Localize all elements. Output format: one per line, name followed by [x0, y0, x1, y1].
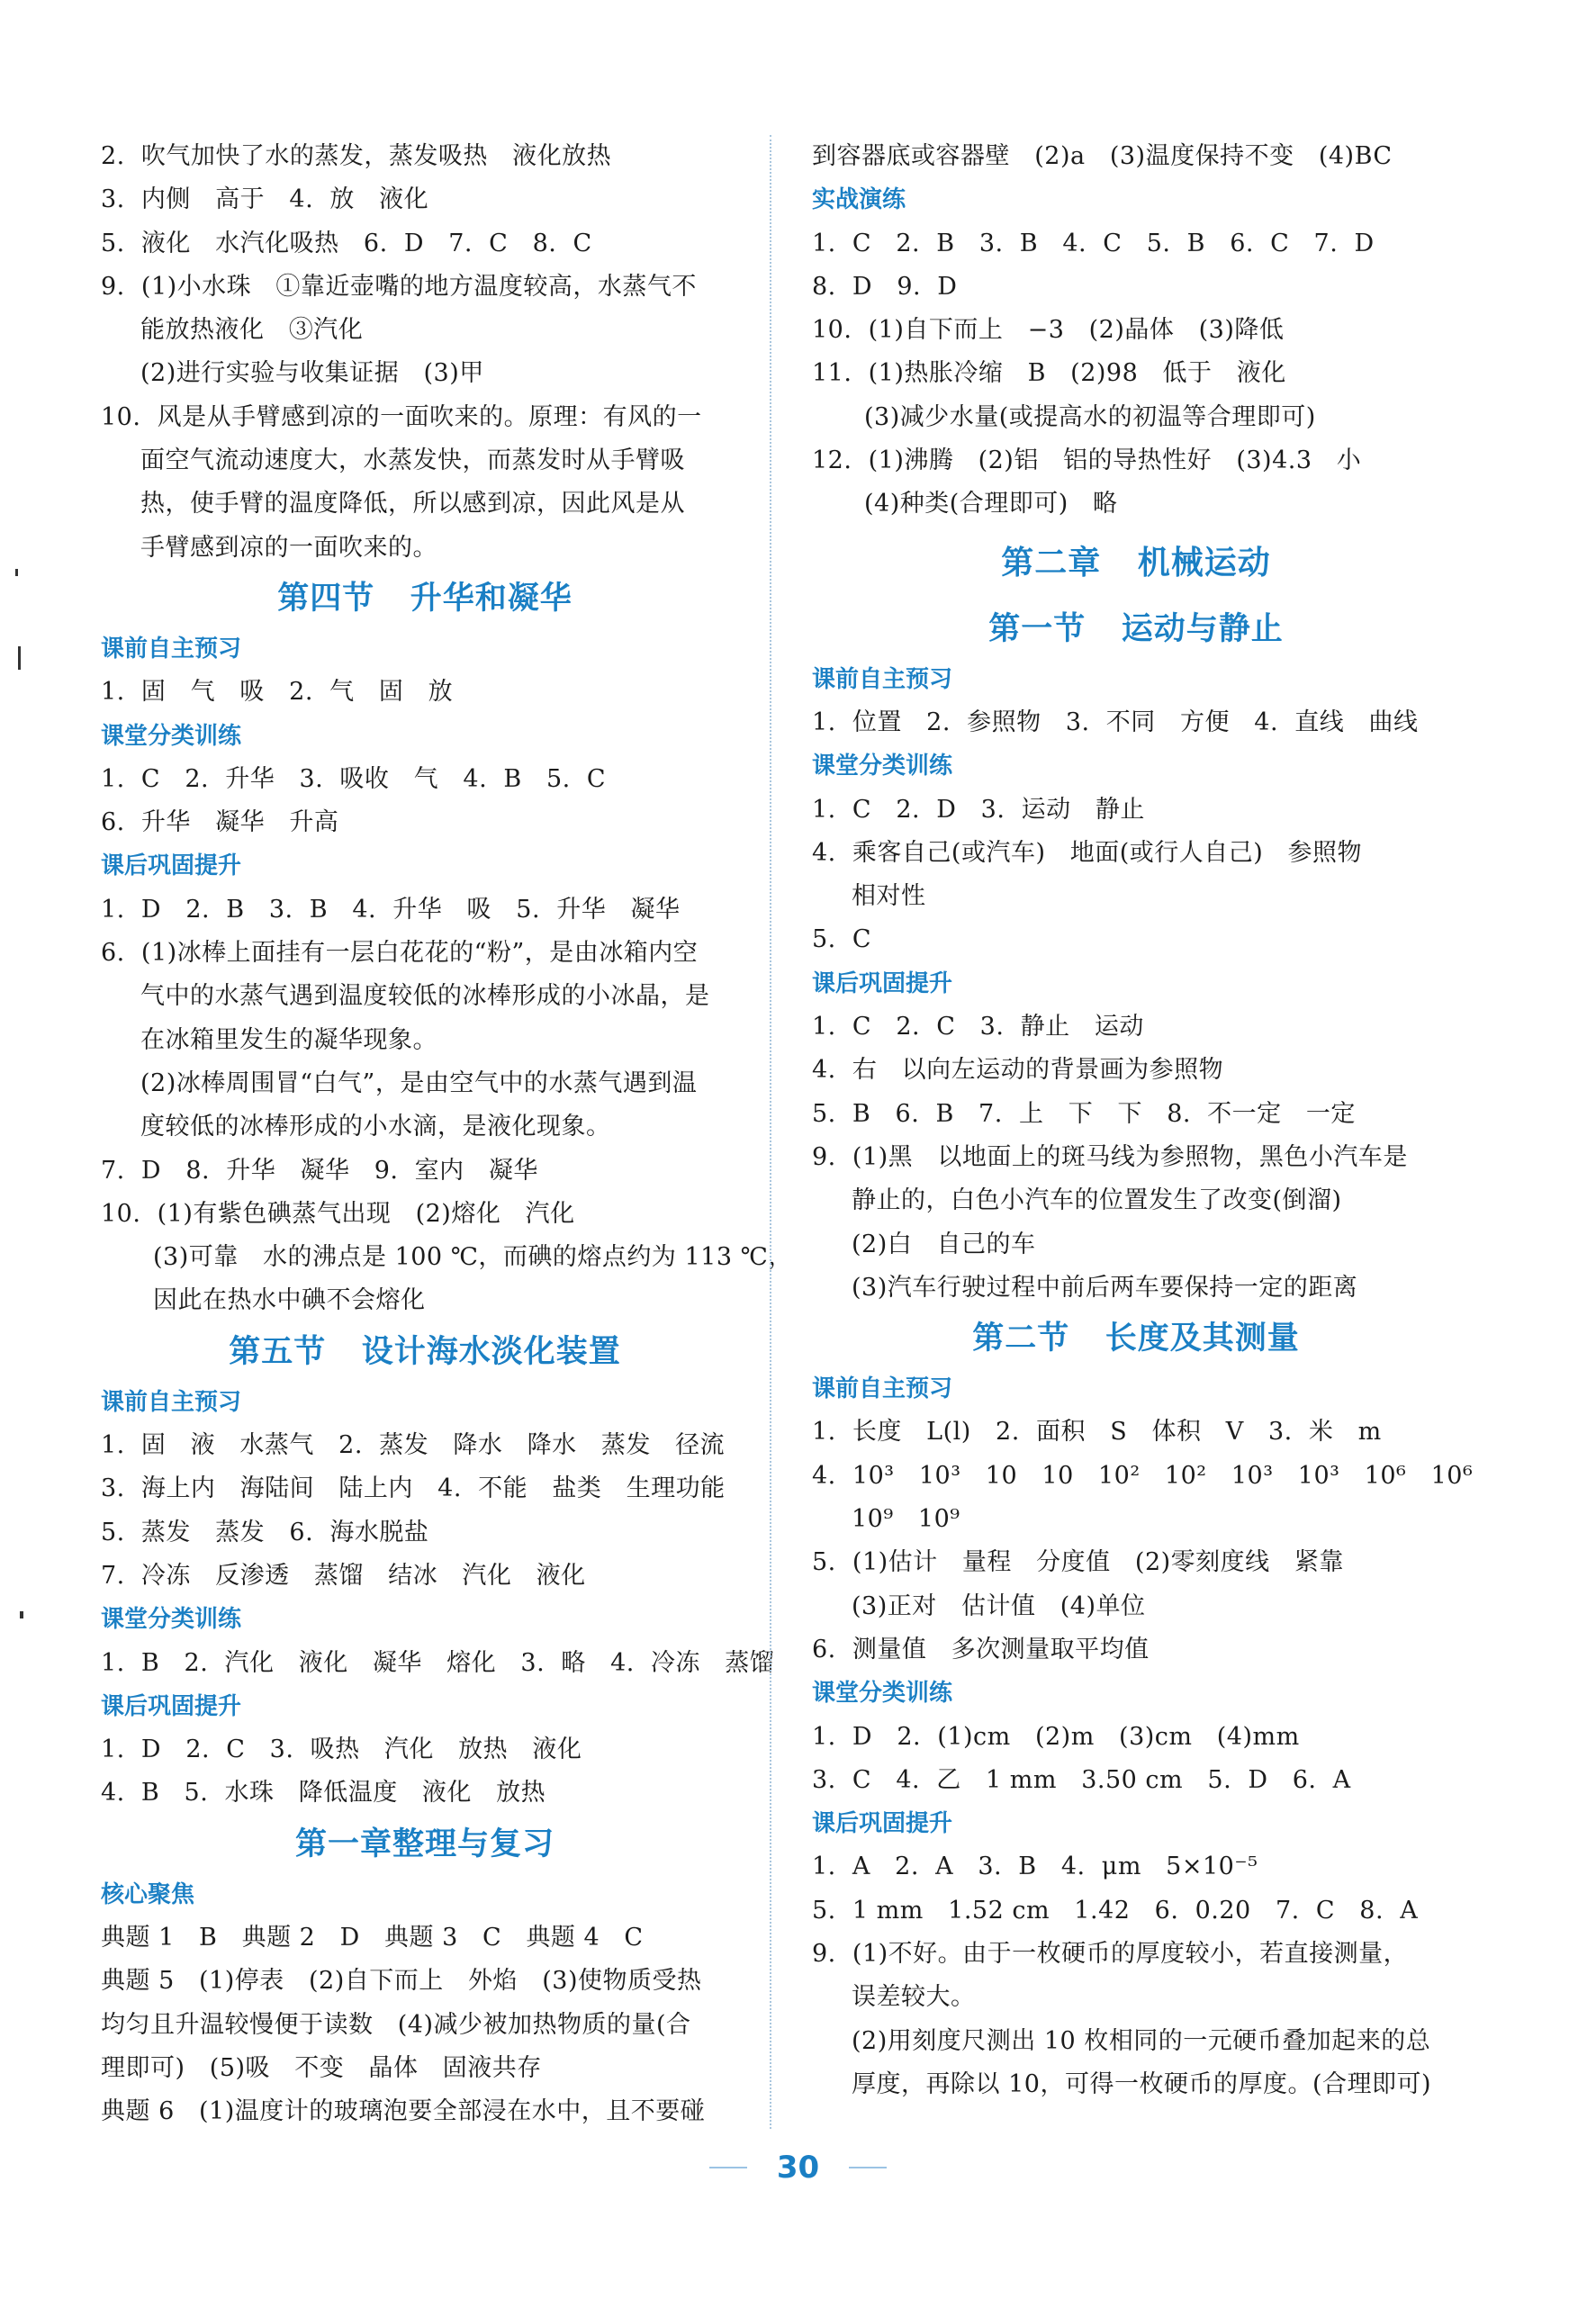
- answer-line: (2)用刻度尺测出 10 枚相同的一元硬币叠加起来的总: [852, 2026, 1431, 2055]
- answer-line: 11. (1)热胀冷缩 B (2)98 低于 液化: [812, 359, 1286, 388]
- answer-line: 5. B 6. B 7. 上 下 下 8. 不一定 一定: [812, 1099, 1356, 1128]
- answer-line: 1. C 2. D 3. 运动 静止: [812, 795, 1145, 824]
- answer-line: 6. 测量值 多次测量取平均值: [812, 1635, 1150, 1663]
- answer-line: 典题 5 (1)停表 (2)自下而上 外焰 (3)使物质受热: [101, 1967, 702, 1996]
- answer-line: 10⁹ 10⁹: [852, 1505, 960, 1534]
- answer-line: (4)种类(合理即可) 略: [864, 490, 1118, 518]
- subsection-heading: 课前自主预习: [812, 665, 953, 693]
- footer-dash-left: [709, 2167, 747, 2168]
- scan-mark: [18, 646, 21, 670]
- answer-line: 5. C: [812, 925, 872, 954]
- answer-line: 7. 冷冻 反渗透 蒸馏 结冰 汽化 液化: [101, 1561, 586, 1590]
- answer-line: 度较低的冰棒形成的小水滴，是液化现象。: [140, 1113, 611, 1141]
- answer-line: 1. 固 气 吸 2. 气 固 放: [101, 678, 454, 707]
- column-divider: [770, 135, 771, 2129]
- subsection-heading: 实战演练: [812, 186, 906, 214]
- answer-line: 8. D 9. D: [812, 272, 958, 301]
- answer-line: (2)白 自己的车: [852, 1230, 1036, 1258]
- page-number: 30: [776, 2150, 820, 2186]
- answer-line: (3)减少水量(或提高水的初温等合理即可): [864, 402, 1316, 431]
- answer-line: 1. 固 液 水蒸气 2. 蒸发 降水 降水 蒸发 径流: [101, 1431, 726, 1460]
- answer-line: 10. 风是从手臂感到凉的一面吹来的。原理：有风的一: [101, 402, 702, 431]
- answer-line: 3. 海上内 海陆间 陆上内 4. 不能 盐类 生理功能: [101, 1474, 726, 1503]
- answer-line: 典题 6 (1)温度计的玻璃泡要全部浸在水中，且不要碰: [101, 2097, 706, 2126]
- subsection-heading: 核心聚焦: [101, 1880, 195, 1908]
- answer-line: 9. (1)不好。由于一枚硬币的厚度较小，若直接测量，: [812, 1939, 1409, 1968]
- answer-line: 在冰箱里发生的凝华现象。: [140, 1025, 437, 1054]
- answer-line: 5. (1)估计 量程 分度值 (2)零刻度线 紧靠: [812, 1548, 1344, 1577]
- answer-line: 均匀且升温较慢便于读数 (4)减少被加热物质的量(合: [101, 2010, 691, 2039]
- answer-line: 10. (1)自下而上 −3 (2)晶体 (3)降低: [812, 316, 1285, 345]
- answer-line: 1. C 2. 升华 3. 吸收 气 4. B 5. C: [101, 764, 607, 793]
- answer-line: (3)汽车行驶过程中前后两车要保持一定的距离: [852, 1273, 1358, 1302]
- answer-line: 4. 乘客自己(或汽车) 地面(或行人自己) 参照物: [812, 838, 1363, 867]
- answer-line: 厚度，再除以 10，可得一枚硬币的厚度。(合理即可): [852, 2069, 1432, 2098]
- answer-line: 1. D 2. C 3. 吸热 汽化 放热 液化: [101, 1736, 582, 1764]
- answer-line: 6. (1)冰棒上面挂有一层白花花的“粉”，是由冰箱内空: [101, 939, 699, 968]
- answer-line: 1. 长度 L(l) 2. 面积 S 体积 V 3. 米 m: [812, 1418, 1382, 1447]
- answer-line: 5. 蒸发 蒸发 6. 海水脱盐: [101, 1518, 429, 1546]
- subsection-heading: 课前自主预习: [101, 635, 242, 663]
- answer-line: 因此在热水中碘不会熔化: [153, 1286, 426, 1315]
- answer-line: 1. C 2. B 3. B 4. C 5. B 6. C 7. D: [812, 229, 1375, 257]
- section-title: 第二节 长度及其测量: [972, 1321, 1300, 1357]
- answer-line: 5. 液化 水汽化吸热 6. D 7. C 8. C: [101, 229, 592, 257]
- answer-line: 到容器底或容器壁 (2)a (3)温度保持不变 (4)BC: [812, 142, 1393, 170]
- answer-line: 12. (1)沸腾 (2)铝 铝的导热性好 (3)4.3 小: [812, 446, 1362, 475]
- answer-line: 面空气流动速度大，水蒸发快，而蒸发时从手臂吸: [140, 446, 685, 475]
- answer-line: 1. B 2. 汽化 液化 凝华 熔化 3. 略 4. 冷冻 蒸馏: [101, 1648, 775, 1677]
- answer-line: 典题 1 B 典题 2 D 典题 3 C 典题 4 C: [101, 1923, 644, 1952]
- subsection-heading: 课后巩固提升: [812, 969, 953, 997]
- answer-line: 4. 右 以向左运动的背景画为参照物: [812, 1056, 1224, 1085]
- scan-mark: [20, 1611, 23, 1618]
- answer-line: 能放热液化 ③汽化: [140, 316, 364, 345]
- answer-line: 1. A 2. A 3. B 4. μm 5×10⁻⁵: [812, 1853, 1258, 1881]
- section-title: 第四节 升华和凝华: [277, 580, 573, 617]
- answer-line: 静止的，白色小汽车的位置发生了改变(倒溜): [852, 1186, 1342, 1215]
- subsection-heading: 课堂分类训练: [101, 1606, 242, 1634]
- subsection-heading: 课后巩固提升: [101, 852, 242, 880]
- answer-line: 误差较大。: [852, 1983, 976, 2012]
- subsection-heading: 课堂分类训练: [101, 722, 242, 750]
- subsection-heading: 课后巩固提升: [101, 1692, 242, 1720]
- answer-line: 5. 1 mm 1.52 cm 1.42 6. 0.20 7. C 8. A: [812, 1896, 1419, 1925]
- answer-line: 1. 位置 2. 参照物 3. 不同 方便 4. 直线 曲线: [812, 708, 1419, 736]
- answer-line: 4. 10³ 10³ 10 10 10² 10² 10³ 10³ 10⁶ 10⁶: [812, 1461, 1474, 1490]
- answer-line: (3)正对 估计值 (4)单位: [852, 1591, 1146, 1620]
- subsection-heading: 课后巩固提升: [812, 1810, 953, 1838]
- answer-line: (3)可靠 水的沸点是 100 ℃，而碘的熔点约为 113 ℃，: [153, 1243, 793, 1272]
- answer-line: 1. D 2. (1)cm (2)m (3)cm (4)mm: [812, 1722, 1300, 1751]
- subsection-heading: 课前自主预习: [101, 1388, 242, 1416]
- answer-line: 3. 内侧 高于 4. 放 液化: [101, 185, 429, 214]
- answer-line: 2. 吹气加快了水的蒸发，蒸发吸热 液化放热: [101, 142, 612, 170]
- answer-line: 10. (1)有紫色碘蒸气出现 (2)熔化 汽化: [101, 1199, 575, 1228]
- section-title: 第五节 设计海水淡化装置: [229, 1333, 621, 1370]
- answer-line: (2)进行实验与收集证据 (3)甲: [140, 359, 484, 388]
- answer-line: 手臂感到凉的一面吹来的。: [140, 533, 437, 562]
- right-column: [812, 135, 1474, 2106]
- page-footer: [0, 2150, 1596, 2195]
- answer-line: 热，使手臂的温度降低，所以感到凉，因此风是从: [140, 490, 685, 518]
- answer-line: 9. (1)小水珠 ①靠近壶嘴的地方温度较高，水蒸气不: [101, 272, 697, 301]
- subsection-heading: 课堂分类训练: [812, 753, 953, 780]
- answer-line: 3. C 4. 乙 1 mm 3.50 cm 5. D 6. A: [812, 1765, 1351, 1794]
- answer-line: 1. C 2. C 3. 静止 运动: [812, 1013, 1144, 1041]
- footer-dash-right: [849, 2167, 887, 2168]
- left-column: [101, 135, 793, 2133]
- answer-line: (2)冰棒周围冒“白气”，是由空气中的水蒸气遇到温: [140, 1068, 698, 1097]
- answer-line: 6. 升华 凝华 升高: [101, 808, 339, 837]
- answer-line: 9. (1)黑 以地面上的斑马线为参照物，黑色小汽车是: [812, 1142, 1408, 1171]
- subsection-heading: 课堂分类训练: [812, 1680, 953, 1708]
- subsection-heading: 课前自主预习: [812, 1375, 953, 1403]
- answer-line: 7. D 8. 升华 凝华 9. 室内 凝华: [101, 1156, 538, 1185]
- answer-line: 4. B 5. 水珠 降低温度 液化 放热: [101, 1779, 546, 1808]
- answer-line: 相对性: [852, 882, 926, 911]
- section-title: 第一节 运动与静止: [988, 610, 1284, 647]
- scan-mark: [15, 569, 18, 576]
- answer-line: 理即可) (5)吸 不变 晶体 固液共存: [101, 2053, 542, 2082]
- answer-line: 气中的水蒸气遇到温度较低的冰棒形成的小冰晶，是: [140, 982, 710, 1011]
- section-title: 第一章整理与复习: [294, 1826, 555, 1862]
- chapter-title: 第二章 机械运动: [1001, 544, 1271, 582]
- answer-line: 1. D 2. B 3. B 4. 升华 吸 5. 升华 凝华: [101, 895, 681, 924]
